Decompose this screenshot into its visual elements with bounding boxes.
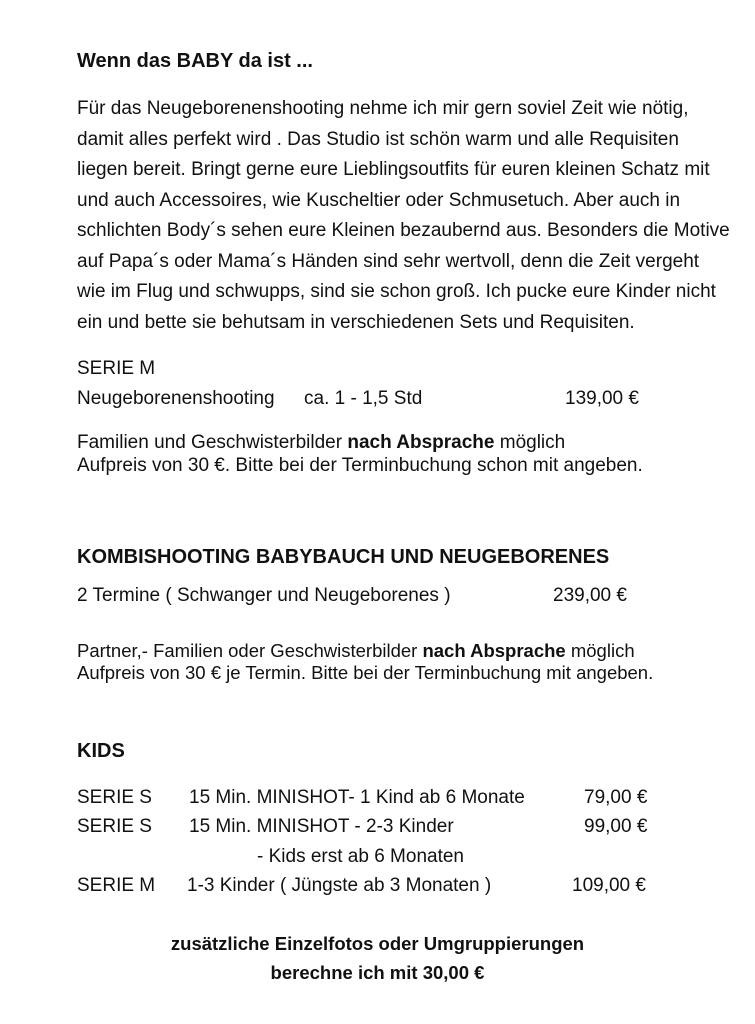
baby-note-line1 (77, 432, 565, 454)
baby-description-line: wie im Flug und schwupps, sind sie schon groß. Ich pucke eure Kinder nicht (77, 281, 716, 302)
baby-item-price: 139,00 € (565, 388, 639, 409)
kids-row-desc: - Kids erst ab 6 Monaten (257, 846, 464, 867)
kids-row-desc: 1-3 Kinder ( Jüngste ab 3 Monaten ) (187, 875, 492, 896)
baby-note-text: Familien und Geschwisterbilder (77, 432, 348, 453)
kombi-note-text: möglich (565, 640, 635, 661)
kids-row-serie: SERIE M (77, 875, 156, 896)
baby-heading: Wenn das BABY da ist ... (77, 50, 313, 72)
baby-note-bold: nach Absprache (347, 432, 495, 453)
baby-description-line: liegen bereit. Bringt gerne eure Lieblingsoutfits für euren kleinen Schatz mit (77, 159, 710, 180)
kids-row-price: 109,00 € (572, 875, 646, 896)
baby-serie-label: SERIE M (77, 358, 156, 379)
kombi-heading: KOMBISHOOTING BABYBAUCH UND NEUGEBORENES (77, 546, 610, 568)
kombi-note-line1 (77, 640, 635, 662)
kombi-item-price: 239,00 € (553, 585, 627, 606)
kombi-note-line2: Aufpreis von 30 € je Termin. Bitte bei der Terminbuchung mit angeben. (77, 662, 654, 683)
baby-description-line: damit alles perfekt wird . Das Studio ist schön warm und alle Requisiten (77, 128, 679, 150)
kids-heading: KIDS (77, 740, 125, 762)
baby-description-line: ein und bette sie behutsam in verschiedenen Sets und Requisiten. (77, 311, 635, 333)
baby-description-line: schlichten Body´s sehen eure Kleinen bezaubernd aus. Besonders die Motive (77, 220, 730, 241)
baby-item-duration: ca. 1 - 1,5 Std (304, 388, 423, 409)
kids-row-desc: 15 Min. MINISHOT- 1 Kind ab 6 Monate (189, 787, 525, 808)
baby-note-line2: Aufpreis von 30 €. Bitte bei der Terminbuchung schon mit angeben. (77, 455, 643, 476)
baby-description-line: und auch Accessoires, wie Kuscheltier oder Schmusetuch. Aber auch in (77, 189, 681, 211)
kombi-item-name: 2 Termine ( Schwanger und Neugeborenes ) (77, 585, 451, 606)
kids-row-desc: 15 Min. MINISHOT - 2-3 Kinder (189, 816, 454, 837)
baby-description-line: Für das Neugeborenenshooting nehme ich mir gern soviel Zeit wie nötig, (77, 98, 689, 119)
baby-note-text: möglich (494, 432, 566, 453)
kids-row-price: 99,00 € (584, 816, 648, 837)
kids-row-price: 79,00 € (584, 787, 648, 808)
baby-description-line: auf Papa´s oder Mama´s Händen sind sehr wertvoll, denn die Zeit vergeht (77, 250, 700, 272)
kids-row-serie: SERIE S (77, 816, 152, 837)
kombi-note-text: Partner,- Familien oder Geschwisterbilder (77, 640, 423, 661)
baby-item-name: Neugeborenenshooting (77, 388, 275, 409)
kids-row-serie: SERIE S (77, 787, 152, 808)
kombi-note-bold: nach Absprache (422, 640, 566, 661)
footer-line1: zusätzliche Einzelfotos oder Umgruppierungen (170, 933, 585, 954)
footer-line2: berechne ich mit 30,00 € (270, 962, 485, 983)
baby-description (77, 94, 730, 338)
